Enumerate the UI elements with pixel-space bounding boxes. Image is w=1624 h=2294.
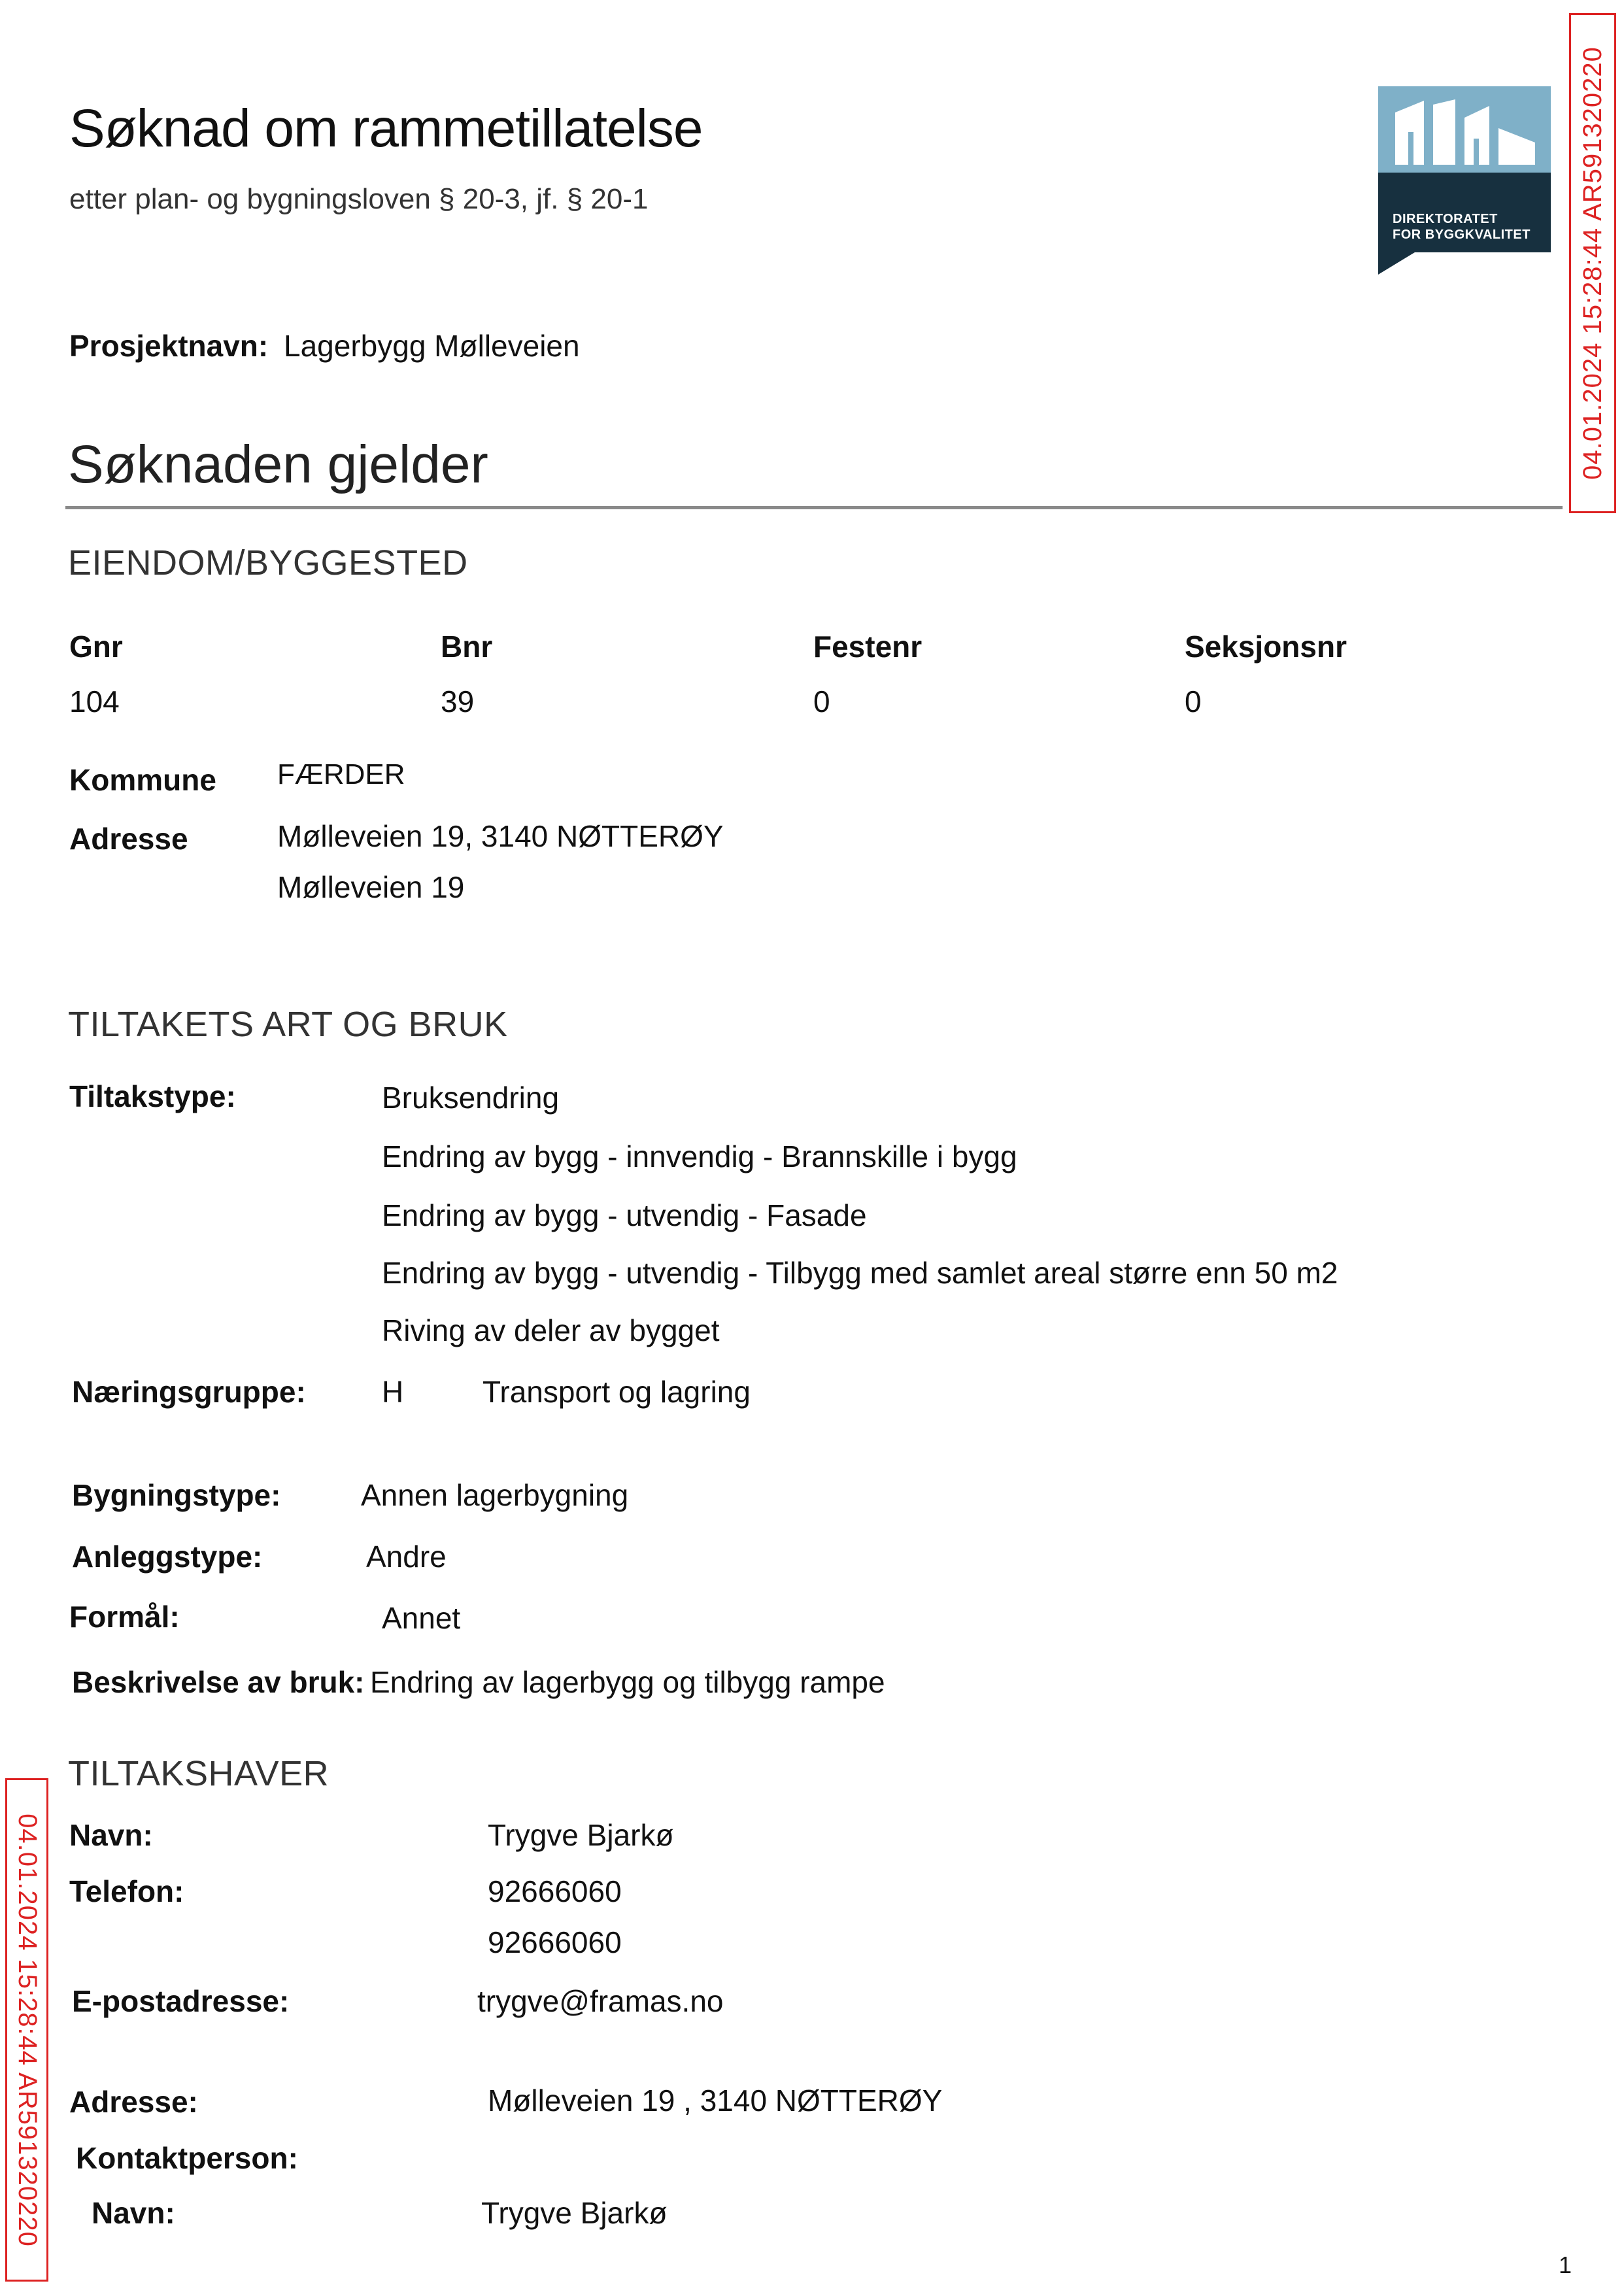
tiltakstype-item: Endring av bygg - utvendig - Fasade [382, 1198, 867, 1232]
navn-label: Navn: [69, 1818, 153, 1852]
beskrivelse-value: Endring av lagerbygg og tilbygg rampe [370, 1665, 885, 1699]
formal-label: Formål: [69, 1600, 180, 1634]
bygningstype-value: Annen lagerbygning [361, 1478, 629, 1512]
tiltakstype-item: Bruksendring [382, 1081, 560, 1115]
bygningstype-label: Bygningstype: [72, 1478, 281, 1512]
telefon-value-2: 92666060 [488, 1925, 622, 1959]
tiltakstype-label: Tiltakstype: [69, 1079, 236, 1113]
bnr-label: Bnr [441, 630, 493, 664]
epost-label: E-postadresse: [72, 1984, 290, 2018]
tiltakstype-item: Endring av bygg - utvendig - Tilbygg med samlet areal større enn 50 m2 [382, 1256, 1338, 1290]
naeringsgruppe-label: Næringsgruppe: [72, 1375, 306, 1409]
kontaktperson-label: Kontaktperson: [76, 2141, 298, 2175]
anleggstype-value: Andre [366, 1540, 447, 1574]
festenr-value: 0 [813, 684, 830, 718]
seksjonsnr-label: Seksjonsnr [1185, 630, 1347, 664]
formal-value: Annet [382, 1601, 461, 1635]
kontakt-navn-label: Navn: [92, 2196, 175, 2230]
beskrivelse-label: Beskrivelse av bruk: [72, 1665, 365, 1699]
logo-text-line2: FOR BYGGKVALITET [1393, 228, 1531, 242]
adresse-label: Adresse [69, 822, 188, 856]
section-title: Søknaden gjelder [68, 435, 488, 494]
adresse-line1: Mølleveien 19, 3140 NØTTERØY [277, 819, 724, 853]
logo-text-line1: DIREKTORATET [1393, 212, 1498, 226]
kommune-value: FÆRDER [277, 758, 405, 790]
document-title: Søknad om rammetillatelse [69, 99, 703, 158]
page-number: 1 [1559, 2252, 1572, 2278]
tiltak-heading: TILTAKETS ART OG BRUK [68, 1005, 508, 1044]
eiendom-heading: EIENDOM/BYGGESTED [68, 543, 468, 582]
project-name-label: Prosjektnavn: [69, 329, 269, 363]
bnr-value: 39 [441, 684, 475, 718]
naeringsgruppe-text: Transport og lagring [482, 1375, 751, 1409]
logo-building-graphic [1378, 86, 1551, 173]
logo-text-band [1378, 173, 1551, 252]
anleggstype-label: Anleggstype: [72, 1540, 263, 1574]
naeringsgruppe-code: H [382, 1375, 404, 1409]
navn-value: Trygve Bjarkø [488, 1818, 674, 1852]
gnr-label: Gnr [69, 630, 123, 664]
festenr-label: Festenr [813, 630, 922, 664]
epost-value: trygve@framas.no [477, 1984, 724, 2018]
adresse-line2: Mølleveien 19 [277, 870, 465, 904]
kontakt-navn-value: Trygve Bjarkø [481, 2196, 668, 2230]
timestamp-stamp-top [1569, 13, 1616, 513]
timestamp-stamp-left [5, 1778, 48, 2282]
section-divider [65, 506, 1563, 509]
seksjonsnr-value: 0 [1185, 684, 1202, 718]
telefon-label: Telefon: [69, 1874, 184, 1908]
document-subtitle: etter plan- og bygningsloven § 20-3, jf. § 20-1 [69, 183, 649, 215]
gnr-value: 104 [69, 684, 120, 718]
logo-tail [1378, 252, 1415, 275]
telefon-value-1: 92666060 [488, 1874, 622, 1908]
stamp-text: 04.01.2024 15:28:44 AR591320220 [12, 1813, 42, 2247]
tiltakshaver-heading: TILTAKSHAVER [68, 1754, 330, 1793]
dibk-logo [1378, 86, 1551, 275]
tiltakstype-item: Endring av bygg - innvendig - Brannskille i bygg [382, 1139, 1017, 1173]
kommune-label: Kommune [69, 763, 216, 797]
stamp-text: 04.01.2024 15:28:44 AR591320220 [1578, 46, 1607, 480]
adresse-value: Mølleveien 19 , 3140 NØTTERØY [488, 2083, 943, 2117]
adresse-label: Adresse: [69, 2085, 198, 2119]
tiltakstype-item: Riving av deler av bygget [382, 1313, 720, 1347]
project-name-value: Lagerbygg Mølleveien [284, 329, 580, 363]
